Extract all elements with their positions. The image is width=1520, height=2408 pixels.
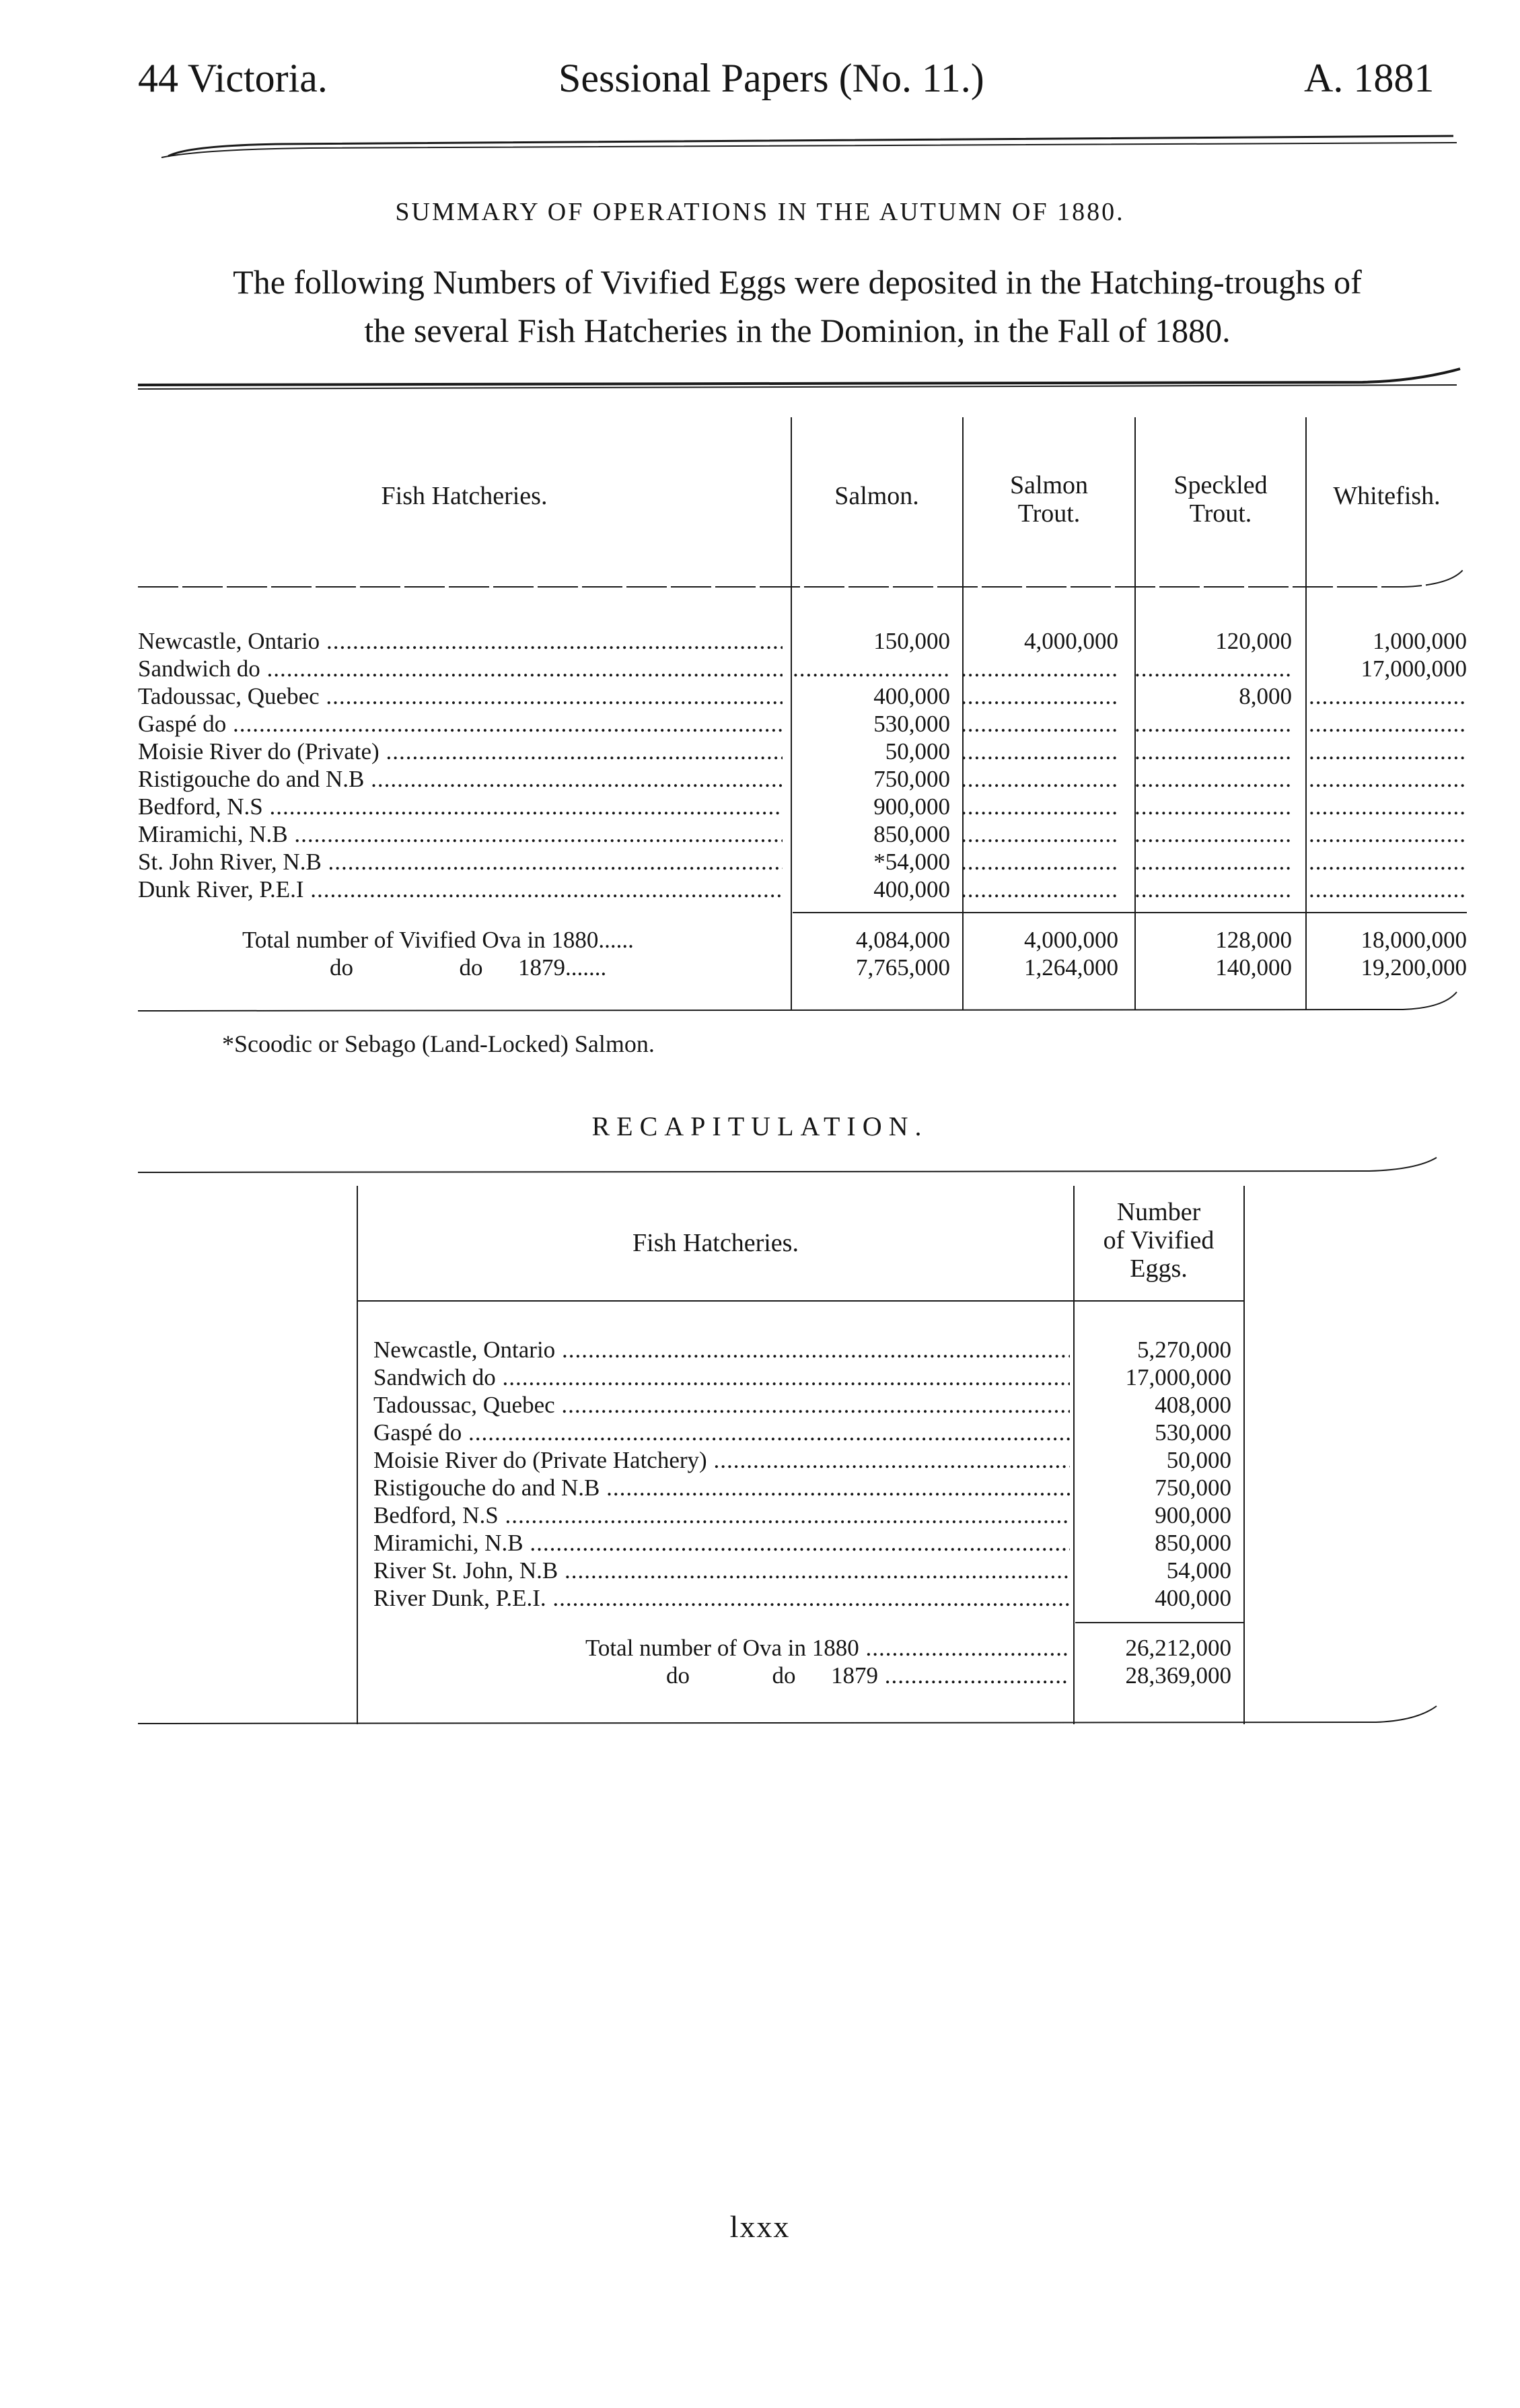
speckled-trout-value [1134, 848, 1292, 876]
hatchery-name: St. John River, N.B ..... [138, 848, 783, 876]
table1-header-rule [138, 565, 1470, 592]
hatchery-name: Dunk River, P.E.I ..... [138, 876, 783, 903]
salmon-total: 7,765,000 [856, 954, 950, 981]
total-label: do do 1879 ..... [666, 1662, 1070, 1689]
whitefish-value [1309, 738, 1467, 765]
hatchery-name: Moisie River do (Private) ..... [138, 738, 783, 765]
salmon-value: 400,000 [873, 876, 950, 902]
speckled-trout-value: 8,000 [1239, 683, 1292, 709]
eggs-value: 54,000 [1166, 1557, 1231, 1584]
table2-row [0, 1529, 1520, 1557]
table2-header-eggs-line2: of Vivified [1103, 1226, 1215, 1254]
table2-header-hatcheries: Fish Hatcheries. [632, 1229, 799, 1257]
hatchery-name: Sandwich do ..... [373, 1364, 1070, 1391]
salmon-trout-value [961, 655, 1118, 682]
recapitulation-title: RECAPITULATION. [591, 1111, 929, 1141]
whitefish-value: 1,000,000 [1373, 628, 1467, 654]
salmon-trout-value [961, 793, 1118, 820]
salmon-trout-value [961, 820, 1118, 848]
header-swash-rule [148, 128, 1460, 162]
hatchery-name: Newcastle, Ontario ..... [373, 1336, 1070, 1364]
table2-row [0, 1446, 1520, 1474]
table1-header-salmon-trout [964, 471, 1134, 528]
table1-header-salmon-trout-line1: Salmon [1009, 471, 1089, 499]
salmon-trout-value: 4,000,000 [1024, 628, 1118, 654]
eggs-total: 26,212,000 [1125, 1635, 1231, 1661]
hatchery-name: Ristigouche do and N.B ..... [373, 1474, 1070, 1501]
hatchery-name: Tadoussac, Quebec ..... [373, 1391, 1070, 1419]
whitefish-value [1309, 820, 1467, 848]
table2-top-rule [138, 1151, 1443, 1178]
eggs-value: 530,000 [1155, 1419, 1231, 1446]
hatchery-name: Gaspé do ..... [138, 710, 783, 738]
table1-header-salmon-trout-line2: Trout. [1017, 499, 1081, 528]
footnote: *Scoodic or Sebago (Land-Locked) Salmon. [222, 1030, 655, 1057]
table2-row [0, 1584, 1520, 1612]
hatchery-name: River Dunk, P.E.I. ..... [373, 1584, 1070, 1612]
table1-row [0, 682, 1520, 710]
speckled-trout-value [1134, 710, 1292, 738]
table2-total-row [0, 1662, 1520, 1689]
salmon-value: 900,000 [873, 793, 950, 820]
eggs-value: 400,000 [1155, 1585, 1231, 1611]
whitefish-value [1309, 710, 1467, 738]
speckled-trout-value: 120,000 [1215, 628, 1292, 654]
hatchery-name: Moisie River do (Private Hatchery) ..... [373, 1446, 1070, 1474]
table1-header-speckled-trout [1136, 471, 1305, 528]
running-head-left: 44 Victoria. [138, 56, 328, 100]
intro-line-1: The following Numbers of Vivified Eggs were deposited in the Hatching-troughs of [233, 263, 1362, 301]
salmon-value [793, 655, 950, 682]
hatchery-name: River St. John, N.B ..... [373, 1557, 1070, 1584]
speckled-trout-total: 128,000 [1215, 927, 1292, 953]
whitefish-value: 17,000,000 [1361, 656, 1467, 682]
speckled-trout-total: 140,000 [1215, 954, 1292, 981]
hatchery-name: Sandwich do ..... [138, 655, 783, 682]
salmon-trout-value [961, 738, 1118, 765]
hatchery-name: Bedford, N.S ..... [373, 1501, 1070, 1529]
eggs-value: 50,000 [1166, 1447, 1231, 1473]
salmon-trout-value [961, 682, 1118, 710]
salmon-value: 750,000 [873, 766, 950, 792]
eggs-value: 5,270,000 [1137, 1337, 1231, 1363]
table1-row [0, 876, 1520, 903]
total-label: Total number of Vivified Ova in 1880...... [242, 927, 634, 953]
eggs-value: 900,000 [1155, 1502, 1231, 1528]
table1-top-rule [138, 363, 1467, 390]
table1-header-whitefish: Whitefish. [1333, 482, 1441, 510]
table2-totals-rule [1075, 1622, 1243, 1623]
table2-header-vivified-eggs [1075, 1198, 1243, 1283]
table2-header-rule [357, 1300, 1245, 1302]
table1-row [0, 820, 1520, 848]
speckled-trout-value [1134, 820, 1292, 848]
salmon-trout-total: 4,000,000 [1024, 927, 1118, 953]
salmon-value: 400,000 [873, 683, 950, 709]
total-label: Total number of Ova in 1880 ..... [585, 1634, 1070, 1662]
hatchery-name: Bedford, N.S ..... [138, 793, 783, 820]
total-label: do do 1879....... [330, 954, 607, 981]
table2-header-eggs-line3: Eggs. [1130, 1254, 1188, 1283]
speckled-trout-value [1134, 793, 1292, 820]
hatchery-name: Tadoussac, Quebec ..... [138, 682, 783, 710]
salmon-value: 850,000 [873, 821, 950, 847]
table2-row [0, 1364, 1520, 1391]
table2-row [0, 1474, 1520, 1501]
hatchery-name: Miramichi, N.B ..... [138, 820, 783, 848]
eggs-value: 408,000 [1155, 1392, 1231, 1418]
hatchery-name: Ristigouche do and N.B ..... [138, 765, 783, 793]
table1-row [0, 655, 1520, 682]
summary-title: SUMMARY OF OPERATIONS IN THE AUTUMN OF 1880. [395, 198, 1125, 226]
table2-row [0, 1391, 1520, 1419]
salmon-value: 530,000 [873, 711, 950, 737]
table1-row [0, 627, 1520, 655]
running-head-right: A. 1881 [1304, 56, 1435, 100]
table2-row [0, 1336, 1520, 1364]
salmon-trout-total: 1,264,000 [1024, 954, 1118, 981]
salmon-value: *54,000 [873, 849, 950, 875]
eggs-value: 850,000 [1155, 1530, 1231, 1556]
table2-row [0, 1557, 1520, 1584]
table1-header-hatcheries: Fish Hatcheries. [381, 482, 548, 510]
speckled-trout-value [1134, 655, 1292, 682]
salmon-total: 4,084,000 [856, 927, 950, 953]
salmon-value: 50,000 [885, 738, 950, 765]
table1-row [0, 710, 1520, 738]
whitefish-value [1309, 848, 1467, 876]
speckled-trout-value [1134, 876, 1292, 903]
eggs-value: 750,000 [1155, 1475, 1231, 1501]
eggs-total: 28,369,000 [1125, 1662, 1231, 1689]
table1-header-speckled-trout-line1: Speckled [1173, 471, 1268, 499]
table1-row [0, 793, 1520, 820]
table1-total-row [0, 926, 1520, 954]
whitefish-value [1309, 876, 1467, 903]
hatchery-name: Newcastle, Ontario ..... [138, 627, 783, 655]
table1-row [0, 765, 1520, 793]
hatchery-name: Miramichi, N.B ..... [373, 1529, 1070, 1557]
page-folio: lxxx [729, 2209, 791, 2244]
salmon-trout-value [961, 710, 1118, 738]
table1-bottom-rule [138, 989, 1463, 1016]
speckled-trout-value [1134, 765, 1292, 793]
table2-header-eggs-line1: Number [1116, 1198, 1201, 1226]
salmon-trout-value [961, 765, 1118, 793]
salmon-value: 150,000 [873, 628, 950, 654]
speckled-trout-value [1134, 738, 1292, 765]
intro-line-2: the several Fish Hatcheries in the Dominion, in the Fall of 1880. [364, 312, 1231, 349]
table1-total-row [0, 954, 1520, 981]
whitefish-value [1309, 765, 1467, 793]
table2-bottom-rule [138, 1699, 1443, 1730]
eggs-value: 17,000,000 [1125, 1364, 1231, 1390]
table2-row [0, 1501, 1520, 1529]
table2-total-row [0, 1634, 1520, 1662]
salmon-trout-value [961, 848, 1118, 876]
whitefish-total: 19,200,000 [1361, 954, 1467, 981]
table1-totals-rule [793, 912, 1467, 913]
salmon-trout-value [961, 876, 1118, 903]
table2-row [0, 1419, 1520, 1446]
table1-header-speckled-trout-line2: Trout. [1189, 499, 1252, 528]
whitefish-value [1309, 682, 1467, 710]
hatchery-name: Gaspé do ..... [373, 1419, 1070, 1446]
table1-row [0, 848, 1520, 876]
whitefish-total: 18,000,000 [1361, 927, 1467, 953]
table1-header-salmon: Salmon. [834, 482, 919, 510]
whitefish-value [1309, 793, 1467, 820]
table1-row [0, 738, 1520, 765]
running-head-center: Sessional Papers (No. 11.) [558, 56, 984, 100]
